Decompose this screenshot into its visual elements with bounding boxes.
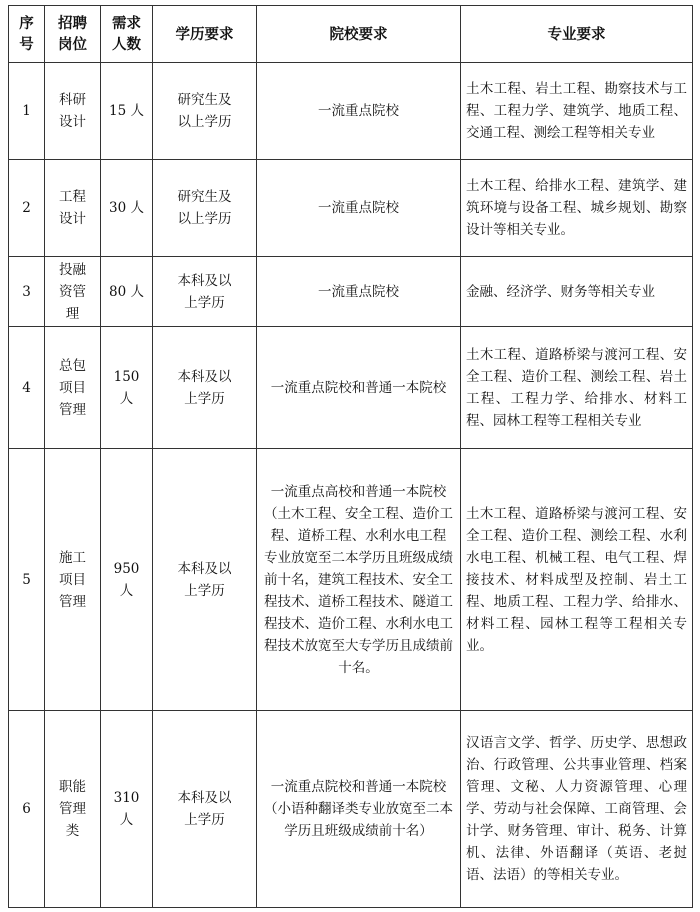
header-row: [9, 6, 693, 63]
cell-index: 6: [9, 711, 45, 908]
cell-position: 总包 项目 管理: [45, 327, 101, 449]
header-school: 院校要求: [257, 6, 461, 63]
cell-school: 一流重点院校: [257, 160, 461, 257]
cell-school: 一流重点院校和普通一本院校: [257, 327, 461, 449]
cell-count: 950 人: [101, 449, 153, 711]
cell-major: 汉语言文学、哲学、历史学、思想政治、行政管理、公共事业管理、档案管理、文秘、人力资源管理、心理学、劳动与社会保障、工商管理、会计学、财务管理、审计、税务、计算机、法律、外语翻译（英语、老挝语、法语）的等相关专业。: [461, 711, 693, 908]
table-row: [9, 160, 693, 257]
table-row: [9, 327, 693, 449]
header-count: 需求 人数: [101, 6, 153, 63]
recruitment-table: [8, 5, 693, 908]
cell-major: 土木工程、给排水工程、建筑学、建筑环境与设备工程、城乡规划、勘察设计等相关专业。: [461, 160, 693, 257]
cell-count: 150 人: [101, 327, 153, 449]
cell-major: 金融、经济学、财务等相关专业: [461, 257, 693, 327]
cell-index: 1: [9, 63, 45, 160]
cell-major: 土木工程、道路桥梁与渡河工程、安全工程、造价工程、测绘工程、水利水电工程、机械工程、电气工程、焊接技术、材料成型及控制、岩土工程、地质工程、工程力学、给排水、材料工程、园林工程等工程相关专业。: [461, 449, 693, 711]
cell-count: 310 人: [101, 711, 153, 908]
cell-education: 本科及以 上学历: [153, 711, 257, 908]
cell-position: 投融 资管 理: [45, 257, 101, 327]
cell-count: 30 人: [101, 160, 153, 257]
cell-position: 科研 设计: [45, 63, 101, 160]
table-row: [9, 449, 693, 711]
cell-count: 80 人: [101, 257, 153, 327]
cell-major: 土木工程、道路桥梁与渡河工程、安全工程、造价工程、测绘工程、岩土工程、工程力学、给排水、材料工程、园林工程等工程相关专业: [461, 327, 693, 449]
cell-education: 研究生及 以上学历: [153, 63, 257, 160]
table-row: [9, 257, 693, 327]
cell-school: 一流重点院校和普通一本院校（小语种翻译类专业放宽至二本学历且班级成绩前十名）: [257, 711, 461, 908]
header-major: 专业要求: [461, 6, 693, 63]
cell-major: 土木工程、岩土工程、勘察技术与工程、工程力学、建筑学、地质工程、交通工程、测绘工程等相关专业: [461, 63, 693, 160]
cell-position: 施工 项目 管理: [45, 449, 101, 711]
cell-education: 本科及以 上学历: [153, 257, 257, 327]
cell-school: 一流重点高校和普通一本院校（土木工程、安全工程、造价工程、道桥工程、水利水电工程 专业放宽至二本学历且班级成绩前十名，建筑工程技术、安全工程技术、道桥工程技术、隧道工程技术、造价工程、水利水电工程技术放宽至大专学历且成绩前十名。: [257, 449, 461, 711]
table-row: [9, 711, 693, 908]
cell-education: 本科及以 上学历: [153, 449, 257, 711]
cell-school: 一流重点院校: [257, 257, 461, 327]
table-row: [9, 63, 693, 160]
cell-education: 研究生及 以上学历: [153, 160, 257, 257]
cell-position: 工程 设计: [45, 160, 101, 257]
header-education: 学历要求: [153, 6, 257, 63]
cell-education: 本科及以 上学历: [153, 327, 257, 449]
header-position: 招聘 岗位: [45, 6, 101, 63]
cell-index: 2: [9, 160, 45, 257]
cell-school: 一流重点院校: [257, 63, 461, 160]
cell-index: 5: [9, 449, 45, 711]
cell-count: 15 人: [101, 63, 153, 160]
cell-index: 4: [9, 327, 45, 449]
cell-index: 3: [9, 257, 45, 327]
header-index: 序 号: [9, 6, 45, 63]
cell-position: 职能 管理 类: [45, 711, 101, 908]
